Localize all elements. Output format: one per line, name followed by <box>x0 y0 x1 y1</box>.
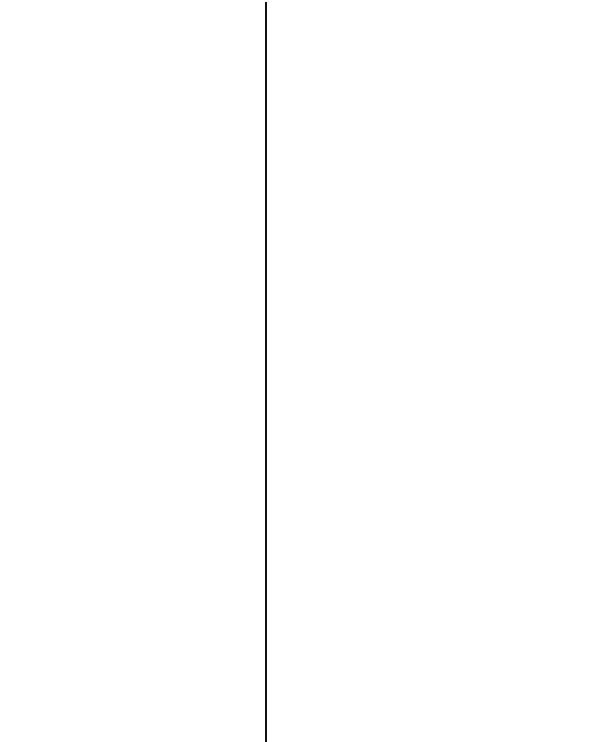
column-divider <box>265 2 267 742</box>
